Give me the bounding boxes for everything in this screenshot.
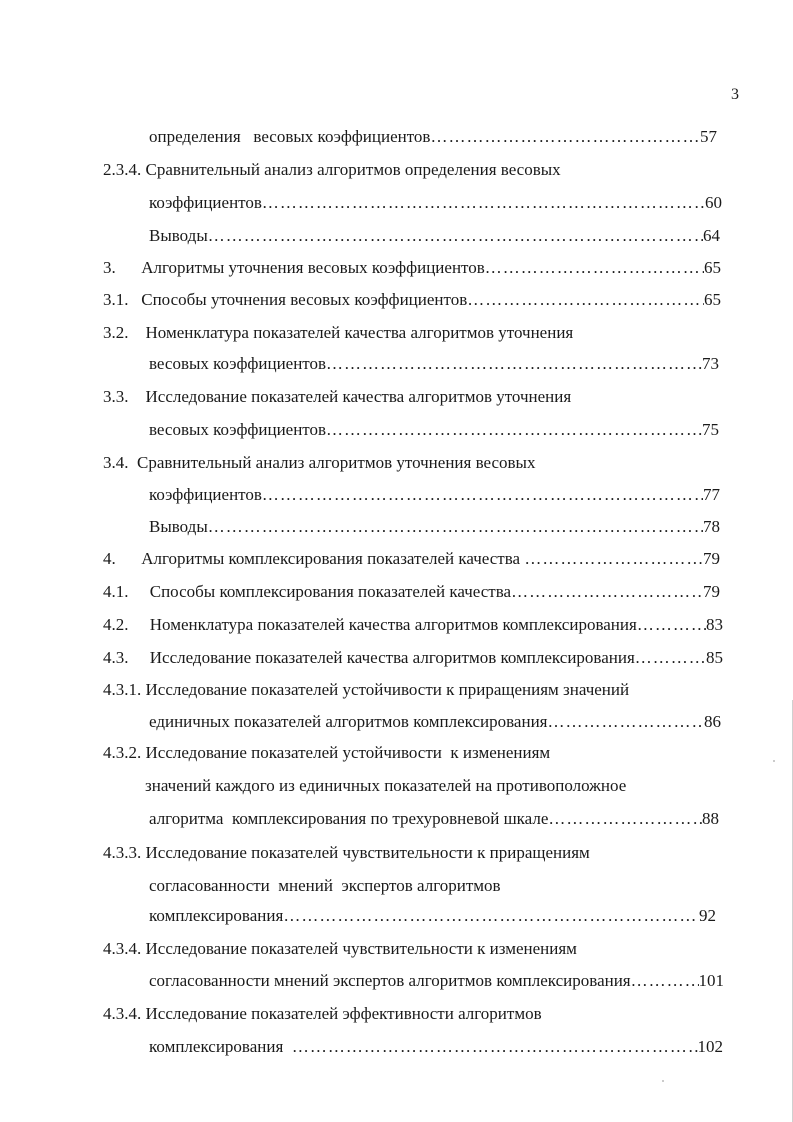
toc-entry: [103, 258, 721, 278]
toc-entry-page: 86: [704, 712, 721, 731]
toc-entry-text: 4.2. Номенклатура показателей качества алгоритмов комплексирования: [103, 615, 637, 634]
toc-leader-dots: [208, 226, 703, 246]
toc-entry-page: 75: [702, 420, 719, 439]
toc-entry: [149, 420, 719, 440]
toc-entry-page: 65: [704, 258, 721, 277]
toc-entry-heading: согласованности мнений экспертов алгоритмов: [149, 876, 501, 895]
toc-entry-text: единичных показателей алгоритмов комплексирования: [149, 712, 548, 731]
toc-entry: [149, 809, 719, 829]
toc-entry-text: весовых коэффициентов: [149, 420, 327, 439]
toc-entry-page: 102: [697, 1037, 723, 1056]
toc-entry: [103, 648, 723, 668]
toc-entry-heading: 4.3.4. Исследование показателей эффективности алгоритмов: [103, 1004, 542, 1023]
toc-entry-text: коэффициентов: [149, 193, 262, 212]
toc-entry-page: 60: [705, 193, 722, 212]
toc-entry: [149, 485, 720, 505]
toc-entry: [103, 615, 723, 635]
toc-entry-page: 85: [706, 648, 723, 667]
toc-leader-dots: [262, 485, 703, 505]
toc-entry-page: 83: [706, 615, 723, 634]
toc-leader-dots: [208, 517, 703, 537]
toc-entry-page: 57: [700, 127, 717, 146]
toc-entry-text: 3.1. Способы уточнения весовых коэффициентов: [103, 290, 468, 309]
toc-entry-text: Выводы: [149, 517, 208, 536]
toc-entry-text: 4. Алгоритмы комплексирования показателей качества: [103, 549, 525, 568]
toc-entry-page: 65: [704, 290, 721, 309]
toc-leader-dots: [635, 648, 706, 668]
toc-entry: [149, 712, 721, 732]
toc-entry-heading: 4.3.3. Исследование показателей чувствительности к приращениям: [103, 843, 590, 862]
toc-leader-dots: [548, 809, 702, 829]
toc-entry-page: 64: [703, 226, 720, 245]
toc-leader-dots: [548, 712, 705, 732]
toc-entry: [149, 193, 722, 213]
toc-leader-dots: [485, 258, 704, 278]
toc-leader-dots: [511, 582, 703, 602]
toc-entry-page: 101: [698, 971, 724, 990]
page-number: 3: [731, 86, 739, 103]
toc-leader-dots: [292, 1037, 698, 1057]
toc-entry-page: 92: [699, 906, 716, 925]
toc-leader-dots: [637, 615, 706, 635]
toc-leader-dots: [631, 971, 699, 991]
toc-entry: [149, 517, 720, 537]
toc-entry: [149, 127, 717, 147]
toc-entry: [103, 549, 720, 569]
toc-entry: [149, 354, 719, 374]
toc-entry-heading: 3.4. Сравнительный анализ алгоритмов уточнения весовых: [103, 453, 536, 472]
toc-entry: [103, 582, 720, 602]
toc-entry-text: 3. Алгоритмы уточнения весовых коэффициентов: [103, 258, 485, 277]
toc-entry: [103, 290, 721, 310]
toc-entry: [149, 971, 724, 991]
toc-entry-page: 77: [703, 485, 720, 504]
toc-entry-page: 78: [703, 517, 720, 536]
toc-entry-text: комплексирования: [149, 906, 284, 925]
toc-entry-text: определения весовых коэффициентов: [149, 127, 431, 146]
toc-entry-page: 79: [703, 582, 720, 601]
toc-entry-page: 73: [702, 354, 719, 373]
toc-entry-text: весовых коэффициентов: [149, 354, 327, 373]
toc-leader-dots: [524, 549, 703, 569]
toc-entry-heading: 4.3.4. Исследование показателей чувствительности к изменениям: [103, 939, 577, 958]
scan-speck: [773, 760, 775, 762]
toc-leader-dots: [283, 906, 699, 926]
toc-entry-text: коэффициентов: [149, 485, 262, 504]
toc-entry-page: 88: [702, 809, 719, 828]
toc-leader-dots: [430, 127, 700, 147]
toc-entry-text: Выводы: [149, 226, 208, 245]
toc-entry-text: 4.3. Исследование показателей качества алгоритмов комплексирования: [103, 648, 635, 667]
toc-leader-dots: [467, 290, 704, 310]
toc-entry-heading: значений каждого из единичных показателей на противоположное: [145, 776, 627, 795]
toc-entry-text: алгоритма комплексирования по трехуровневой шкале: [149, 809, 549, 828]
toc-entry: [149, 906, 716, 926]
toc-entry: [149, 226, 720, 246]
toc-entry-text: согласованности мнений экспертов алгоритмов комплексирования: [149, 971, 631, 990]
toc-entry-text: 4.1. Способы комплексирования показателей качества: [103, 582, 512, 601]
toc-leader-dots: [326, 354, 702, 374]
toc-entry-heading: 4.3.1. Исследование показателей устойчивости к приращениям значений: [103, 680, 630, 699]
toc-leader-dots: [262, 193, 705, 213]
toc-entry-page: 79: [703, 549, 720, 568]
toc-entry: [149, 1037, 723, 1057]
toc-entry-heading: 3.2. Номенклатура показателей качества алгоритмов уточнения: [103, 323, 574, 342]
toc-leader-dots: [326, 420, 702, 440]
scan-speck: [662, 1080, 664, 1082]
toc-entry-heading: 2.3.4. Сравнительный анализ алгоритмов определения весовых: [103, 160, 561, 179]
toc-entry-heading: 3.3. Исследование показателей качества алгоритмов уточнения: [103, 387, 572, 406]
toc-entry-text: комплексирования: [149, 1037, 292, 1056]
toc-entry-heading: 4.3.2. Исследование показателей устойчивости к изменениям: [103, 743, 551, 762]
